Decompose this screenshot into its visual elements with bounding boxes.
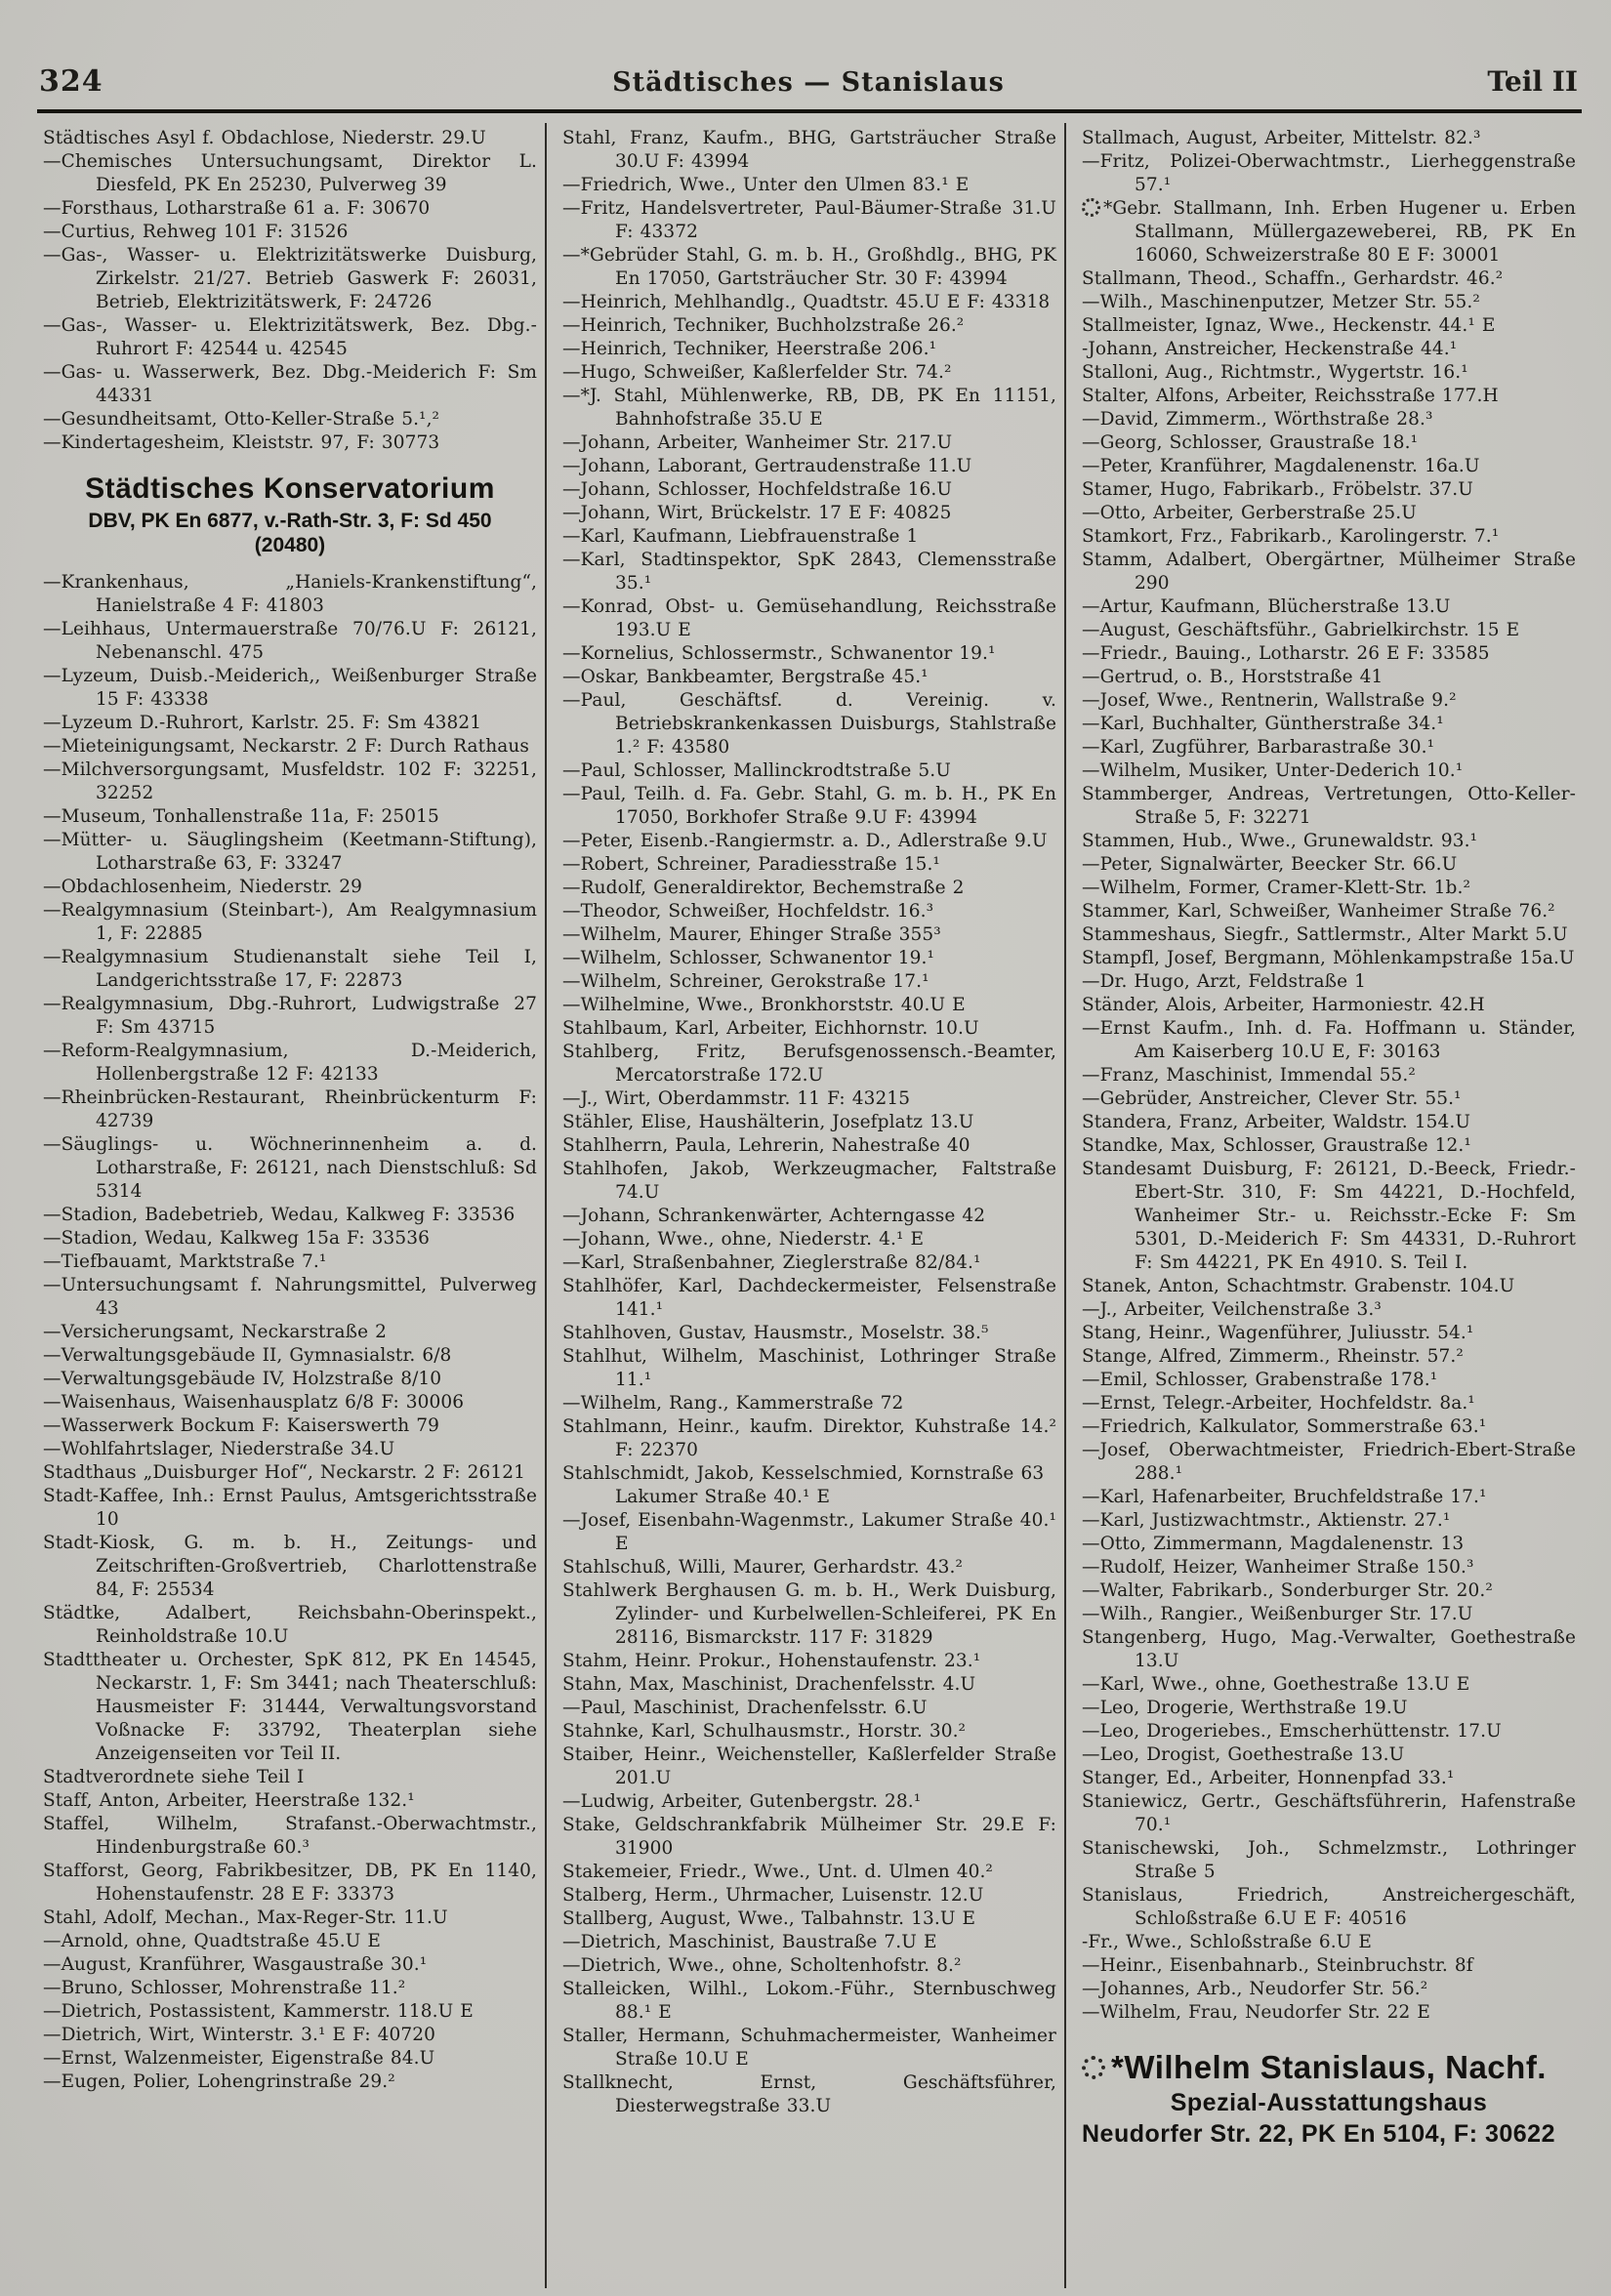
directory-entry: —Friedrich, Kalkulator, Sommerstraße 63.¹ bbox=[1082, 1416, 1487, 1437]
directory-entry: —Chemisches Untersuchungsamt, Direktor L. Diesfeld, PK En 25230, Pulverweg 39 bbox=[43, 151, 537, 195]
directory-entry: —J., Wirt, Oberdammstr. 11 F: 43215 bbox=[562, 1088, 911, 1109]
directory-entry: Stanger, Ed., Arbeiter, Honnenpfad 33.¹ bbox=[1082, 1768, 1455, 1788]
directory-entry: Stahl, Adolf, Mechan., Max-Reger-Str. 11.U bbox=[43, 1907, 448, 1928]
directory-entry: —Eugen, Polier, Lohengrinstraße 29.² bbox=[43, 2071, 395, 2092]
directory-entry: —Dietrich, Postassistent, Kammerstr. 118.U E bbox=[43, 2001, 474, 2022]
directory-entry: —Wilhelm, Schlosser, Schwanentor 19.¹ bbox=[562, 948, 935, 968]
directory-entry: —*Gebrüder Stahl, G. m. b. H., Großhdlg., BHG, PK En 17050, Gartsträucher Str. 30 F: 43994 bbox=[562, 245, 1056, 289]
directory-entry: Stadtverordnete siehe Teil I bbox=[43, 1767, 305, 1787]
directory-entry: —Reform-Realgymnasium, D.-Meiderich, Hollenbergstraße 12 F: 42133 bbox=[43, 1041, 537, 1085]
directory-entry: Standesamt Duisburg, F: 26121, D.-Beeck, Friedr.-Ebert-Str. 310, F: Sm 44221, D.-Hochfeld, Wanheimer Str.- u. Reichsstr.-Ecke F: Sm 5301, D.-Meiderich F: Sm 44331, D.-Ruhrort F: Sm 44221, PK En 4910. S. Teil I. bbox=[1082, 1159, 1576, 1273]
konservatorium-number: (20480) bbox=[254, 534, 326, 556]
directory-entry: —Kindertagesheim, Kleiststr. 97, F: 30773 bbox=[43, 432, 440, 453]
directory-entry: —Verwaltungsgebäude IV, Holzstraße 8/10 bbox=[43, 1369, 442, 1389]
directory-entry: —Hugo, Schweißer, Kaßlerfelder Str. 74.² bbox=[562, 362, 952, 383]
directory-entry: —Dietrich, Wirt, Winterstr. 3.¹ E F: 40720 bbox=[43, 2025, 435, 2045]
directory-entry: Stallberg, August, Wwe., Talbahnstr. 13.U E bbox=[562, 1908, 976, 1929]
ad-company-name: *Wilhelm Stanislaus, Nachf. bbox=[1082, 2048, 1576, 2087]
directory-entry: Standke, Max, Schlosser, Graustraße 12.¹ bbox=[1082, 1135, 1471, 1156]
directory-entry: Staller, Hermann, Schuhmachermeister, Wanheimer Straße 10.U E bbox=[562, 2026, 1056, 2070]
directory-entry: —Wilhelmine, Wwe., Bronkhorststr. 40.U E bbox=[562, 995, 966, 1015]
directory-entry: Stadttheater u. Orchester, SpK 812, PK En 14545, Neckarstr. 1, F: Sm 3441; nach Theaterschluß: Hausmeister F: 31444, Verwaltungsvorstand Voßnacke F: 33792, Theaterplan siehe Anzeigenseiten vor Teil II. bbox=[43, 1650, 537, 1764]
directory-entry: Stanischewski, Joh., Schmelzmstr., Lothringer Straße 5 bbox=[1082, 1838, 1576, 1882]
directory-entry: *Gebr. Stallmann, Inh. Erben Hugener u. Erben Stallmann, Müllergazeweberei, RB, PK En 16060, Schweizerstraße 80 E F: 30001 bbox=[1082, 197, 1576, 267]
directory-entry: Stampfl, Josef, Bergmann, Möhlenkampstraße 15a.U bbox=[1082, 948, 1575, 968]
directory-entry: Stangenberg, Hugo, Mag.-Verwalter, Goethestraße 13.U bbox=[1082, 1627, 1576, 1671]
directory-entry: —Dietrich, Wwe., ohne, Scholtenhofstr. 8.² bbox=[562, 1955, 962, 1976]
directory-entry: —Leo, Drogist, Goethestraße 13.U bbox=[1082, 1744, 1405, 1765]
directory-entry: —Ludwig, Arbeiter, Gutenbergstr. 28.¹ bbox=[562, 1791, 922, 1812]
directory-entry: —Lyzeum, Duisb.-Meiderich,, Weißenburger Straße 15 F: 43338 bbox=[43, 666, 537, 710]
directory-entry: —Wilhelm, Rang., Kammerstraße 72 bbox=[562, 1393, 904, 1414]
directory-entry: Lakumer Straße 40.¹ E bbox=[615, 1487, 831, 1507]
directory-entry: —Heinr., Eisenbahnarb., Steinbruchstr. 8f bbox=[1082, 1955, 1473, 1976]
directory-entry: —Verwaltungsgebäude II, Gymnasialstr. 6/8 bbox=[43, 1345, 452, 1366]
directory-columns bbox=[37, 123, 1584, 2288]
directory-entry: —Fritz, Polizei-Oberwachtmstr., Lierheggenstraße 57.¹ bbox=[1082, 151, 1576, 195]
directory-entry: —Wilh., Maschinenputzer, Metzer Str. 55.² bbox=[1082, 292, 1480, 312]
directory-entry: —Walter, Fabrikarb., Sonderburger Str. 20.² bbox=[1082, 1580, 1493, 1601]
directory-entry: —Obdachlosenheim, Niederstr. 29 bbox=[43, 877, 362, 897]
directory-entry: —Karl, Wwe., ohne, Goethestraße 13.U E bbox=[1082, 1674, 1470, 1695]
directory-entry: Stahlberg, Fritz, Berufsgenossensch.-Beamter, Mercatorstraße 172.U bbox=[562, 1042, 1056, 1086]
directory-entry: Stahlschmidt, Jakob, Kesselschmied, Kornstraße 63 bbox=[562, 1463, 1045, 1484]
directory-entry: —Realgymnasium, Dbg.-Ruhrort, Ludwigstraße 27 F: Sm 43715 bbox=[43, 994, 537, 1038]
part-label: Teil II bbox=[1487, 65, 1578, 98]
directory-entry: Stammen, Hub., Wwe., Grunewaldstr. 93.¹ bbox=[1082, 831, 1478, 851]
directory-entry: Stadt-Kaffee, Inh.: Ernst Paulus, Amtsgerichtsstraße 10 bbox=[43, 1486, 537, 1530]
directory-entry: -Fr., Wwe., Schloßstraße 6.U E bbox=[1082, 1932, 1372, 1952]
directory-entry: —Milchversorgungsamt, Musfeldstr. 102 F: 32251, 32252 bbox=[43, 759, 537, 803]
directory-entry: —Peter, Eisenb.-Rangiermstr. a. D., Adlerstraße 9.U bbox=[562, 831, 1048, 851]
directory-entry: —Wasserwerk Bockum F: Kaiserswerth 79 bbox=[43, 1415, 440, 1436]
directory-entry: —Paul, Schlosser, Mallinckrodtstraße 5.U bbox=[562, 760, 951, 781]
directory-entry: Stadt-Kiosk, G. m. b. H., Zeitungs- und Zeitschriften-Großvertrieb, Charlottenstraße 84, F: 25534 bbox=[43, 1533, 537, 1600]
directory-entry: —Wilhelm, Former, Cramer-Klett-Str. 1b.² bbox=[1082, 878, 1470, 898]
directory-entry: Stammer, Karl, Schweißer, Wanheimer Straße 76.² bbox=[1082, 901, 1555, 922]
directory-entry: —Mütter- u. Säuglingsheim (Keetmann-Stiftung), Lotharstraße 63, F: 33247 bbox=[43, 830, 537, 874]
directory-entry: Stamer, Hugo, Fabrikarb., Fröbelstr. 37.U bbox=[1082, 479, 1473, 500]
directory-column-1 bbox=[37, 123, 545, 2288]
ad-address: Neudorfer Str. 22, PK En 5104, F: 30622 bbox=[1082, 2120, 1555, 2148]
directory-entry: Stadthaus „Duisburger Hof“, Neckarstr. 2 F: 26121 bbox=[43, 1462, 525, 1483]
directory-entry: —Johann, Arbeiter, Wanheimer Str. 217.U bbox=[562, 432, 953, 453]
directory-entry: —Josef, Oberwachtmeister, Friedrich-Ebert-Straße 288.¹ bbox=[1082, 1440, 1576, 1484]
directory-entry: —*J. Stahl, Mühlenwerke, RB, DB, PK En 11151, Bahnhofstraße 35.U E bbox=[562, 386, 1056, 430]
laurel-wreath-icon bbox=[1082, 198, 1100, 217]
directory-entry: Stahlwerk Berghausen G. m. b. H., Werk Duisburg, Zylinder- und Kurbelwellen-Schleiferei, PK En 28116, Bismarckstr. 117 F: 31829 bbox=[562, 1580, 1056, 1648]
directory-entry: Stallmann, Theod., Schaffn., Gerhardstr. 46.² bbox=[1082, 268, 1504, 289]
directory-entry: —Dr. Hugo, Arzt, Feldstraße 1 bbox=[1082, 971, 1367, 992]
directory-entry: —Franz, Maschinist, Immendal 55.² bbox=[1082, 1065, 1416, 1086]
directory-entry: —Rheinbrücken-Restaurant, Rheinbrückenturm F: 42739 bbox=[43, 1087, 537, 1131]
directory-entry: —August, Geschäftsführ., Gabrielkirchstr. 15 E bbox=[1082, 620, 1520, 640]
directory-entry: Stahlherrn, Paula, Lehrerin, Nahestraße 40 bbox=[562, 1135, 971, 1156]
directory-entry: Stahlmann, Heinr., kaufm. Direktor, Kuhstraße 14.² F: 22370 bbox=[562, 1416, 1056, 1460]
directory-entry: —Karl, Hafenarbeiter, Bruchfeldstraße 17.¹ bbox=[1082, 1487, 1487, 1507]
directory-entry: Stake, Geldschrankfabrik Mülheimer Str. 29.E F: 31900 bbox=[562, 1815, 1056, 1859]
directory-entry: —Säuglings- u. Wöchnerinnenheim a. d. Lotharstraße, F: 26121, nach Dienstschluß: Sd 5314 bbox=[43, 1134, 537, 1202]
directory-entry: —Friedr., Bauing., Lotharstr. 26 E F: 33585 bbox=[1082, 643, 1490, 664]
directory-entry: —Museum, Tonhallenstraße 11a, F: 25015 bbox=[43, 806, 439, 827]
directory-entry: —Krankenhaus, „Haniels-Krankenstiftung“, Hanielstraße 4 F: 41803 bbox=[43, 572, 537, 616]
directory-entry: Stammeshaus, Siegfr., Sattlermstr., Alter Markt 5.U bbox=[1082, 924, 1568, 945]
directory-entry: —J., Arbeiter, Veilchenstraße 3.³ bbox=[1082, 1299, 1382, 1320]
directory-entry: Stahlhoven, Gustav, Hausmstr., Moselstr. 38.⁵ bbox=[562, 1323, 989, 1343]
directory-entry: —Leo, Drogerie, Werthstraße 19.U bbox=[1082, 1698, 1408, 1718]
directory-entry: —Waisenhaus, Waisenhausplatz 6/8 F: 30006 bbox=[43, 1392, 465, 1413]
directory-entry: —Johann, Wwe., ohne, Niederstr. 4.¹ E bbox=[562, 1229, 925, 1250]
laurel-wreath-icon bbox=[1082, 2056, 1105, 2079]
directory-entry: Stahn, Max, Maschinist, Drachenfelsstr. 4.U bbox=[562, 1674, 976, 1695]
directory-entry: —Gesundheitsamt, Otto-Keller-Straße 5.¹,² bbox=[43, 409, 440, 430]
directory-entry: Stahnke, Karl, Schulhausmstr., Horstr. 30.² bbox=[562, 1721, 967, 1742]
directory-entry: —Robert, Schreiner, Paradiesstraße 15.¹ bbox=[562, 854, 940, 875]
directory-entry: —Otto, Zimmermann, Magdalenenstr. 13 bbox=[1082, 1534, 1465, 1554]
directory-entry: —Stadion, Badebetrieb, Wedau, Kalkweg F: 33536 bbox=[43, 1205, 516, 1225]
directory-entry: —Heinrich, Techniker, Buchholzstraße 26.² bbox=[562, 315, 965, 336]
directory-entry: —Wilhelm, Musiker, Unter-Dederich 10.¹ bbox=[1082, 760, 1464, 781]
directory-entry: Ständer, Alois, Arbeiter, Harmoniestr. 42.H bbox=[1082, 995, 1485, 1015]
directory-entry: —Georg, Schlosser, Graustraße 18.¹ bbox=[1082, 432, 1419, 453]
directory-entry: —Stadion, Wedau, Kalkweg 15a F: 33536 bbox=[43, 1228, 430, 1249]
directory-entry: Stallmach, August, Arbeiter, Mittelstr. 82.³ bbox=[1082, 128, 1481, 148]
directory-column-2 bbox=[545, 123, 1064, 2288]
directory-entry: —Karl, Straßenbahner, Zieglerstraße 82/84.¹ bbox=[562, 1252, 981, 1273]
directory-entry: —Versicherungsamt, Neckarstraße 2 bbox=[43, 1322, 388, 1342]
directory-entry: Stanek, Anton, Schachtmstr. Grabenstr. 104.U bbox=[1082, 1276, 1515, 1296]
directory-entry: Stahlhofen, Jakob, Werkzeugmacher, Faltstraße 74.U bbox=[562, 1159, 1056, 1203]
directory-entry: Stalberg, Herm., Uhrmacher, Luisenstr. 12.U bbox=[562, 1885, 984, 1906]
directory-entry: Stahm, Heinr. Prokur., Hohenstaufenstr. 23.¹ bbox=[562, 1651, 981, 1671]
directory-entry: —Kornelius, Schlossermstr., Schwanentor 19.¹ bbox=[562, 643, 996, 664]
directory-entry: —Leo, Drogeriebes., Emscherhüttenstr. 17.U bbox=[1082, 1721, 1502, 1742]
directory-entry: —Artur, Kaufmann, Blücherstraße 13.U bbox=[1082, 596, 1451, 617]
directory-entry: —Gas-, Wasser- u. Elektrizitätswerk, Bez. Dbg.-Ruhrort F: 42544 u. 42545 bbox=[43, 315, 537, 359]
directory-entry: —Josef, Wwe., Rentnerin, Wallstraße 9.² bbox=[1082, 690, 1457, 711]
directory-entry: —Gertrud, o. B., Horststraße 41 bbox=[1082, 667, 1384, 687]
directory-entry: —Peter, Kranführer, Magdalenenstr. 16a.U bbox=[1082, 456, 1480, 476]
konservatorium-address: DBV, PK En 6877, v.-Rath-Str. 3, F: Sd 450 bbox=[88, 510, 492, 532]
directory-entry: Stallknecht, Ernst, Geschäftsführer, Diesterwegstraße 33.U bbox=[562, 2072, 1056, 2116]
directory-entry: Stahlhöfer, Karl, Dachdeckermeister, Felsenstraße 141.¹ bbox=[562, 1276, 1056, 1320]
directory-entry: —Gas-, Wasser- u. Elektrizitätswerke Duisburg, Zirkelstr. 21/27. Betrieb Gaswerk F: 26031, Betrieb, Elektrizitätswerk, F: 24726 bbox=[43, 245, 537, 312]
directory-entry: —Ernst Kaufm., Inh. d. Fa. Hoffmann u. Ständer, Am Kaiserberg 10.U E, F: 30163 bbox=[1082, 1018, 1576, 1062]
directory-entry: —Peter, Signalwärter, Beecker Str. 66.U bbox=[1082, 854, 1458, 875]
directory-entry: —Heinrich, Mehlhandlg., Quadtstr. 45.U E F: 43318 bbox=[562, 292, 1051, 312]
directory-entry: —Johann, Laborant, Gertraudenstraße 11.U bbox=[562, 456, 972, 476]
directory-entry: —Friedrich, Wwe., Unter den Ulmen 83.¹ E bbox=[562, 175, 970, 195]
directory-entry: Staffel, Wilhelm, Strafanst.-Oberwachtmstr., Hindenburgstraße 60.³ bbox=[43, 1814, 537, 1858]
directory-entry: Staiber, Heinr., Weichensteller, Kaßlerfelder Straße 201.U bbox=[562, 1744, 1056, 1788]
directory-entry: —Dietrich, Maschinist, Baustraße 7.U E bbox=[562, 1932, 937, 1952]
directory-entry: —Karl, Zugführer, Barbarastraße 30.¹ bbox=[1082, 737, 1435, 758]
directory-entry: —Johann, Schlosser, Hochfeldstraße 16.U bbox=[562, 479, 953, 500]
directory-entry: —Paul, Teilh. d. Fa. Gebr. Stahl, G. m. b. H., PK En 17050, Borkhofer Straße 9.U F: 43994 bbox=[562, 784, 1056, 828]
directory-entry: Stalleicken, Wilhl., Lokom.-Führ., Sternbuschweg 88.¹ E bbox=[562, 1979, 1056, 2023]
directory-entry: Stahl, Franz, Kaufm., BHG, Gartsträucher Straße 30.U F: 43994 bbox=[562, 128, 1056, 172]
directory-entry: —Tiefbauamt, Marktstraße 7.¹ bbox=[43, 1251, 327, 1272]
directory-entry: —Wohlfahrtslager, Niederstraße 34.U bbox=[43, 1439, 395, 1459]
page-number: 324 bbox=[39, 64, 103, 99]
directory-entry: —Fritz, Handelsvertreter, Paul-Bäumer-Straße 31.U F: 43372 bbox=[562, 198, 1056, 242]
directory-entry: —Realgymnasium (Steinbart-), Am Realgymnasium 1, F: 22885 bbox=[43, 900, 537, 944]
directory-entry: —Konrad, Obst- u. Gemüsehandlung, Reichsstraße 193.U E bbox=[562, 596, 1056, 640]
directory-entry: —Wilhelm, Frau, Neudorfer Str. 22 E bbox=[1082, 2002, 1430, 2023]
directory-entry: Stamm, Adalbert, Obergärtner, Mülheimer Straße 290 bbox=[1082, 550, 1576, 594]
directory-entry: Stamkort, Frz., Fabrikarb., Karolingerstr. 7.¹ bbox=[1082, 526, 1500, 547]
directory-entry: —Bruno, Schlosser, Mohrenstraße 11.² bbox=[43, 1978, 406, 1998]
directory-entry: Stähler, Elise, Haushälterin, Josefplatz 13.U bbox=[562, 1112, 974, 1132]
page-header bbox=[39, 64, 1578, 103]
directory-entry: —Johannes, Arb., Neudorfer Str. 56.² bbox=[1082, 1979, 1428, 1999]
directory-entry: —Otto, Arbeiter, Gerberstraße 25.U bbox=[1082, 503, 1417, 523]
directory-entry: —David, Zimmerm., Wörthstraße 28.³ bbox=[1082, 409, 1433, 430]
directory-entry: —Untersuchungsamt f. Nahrungsmittel, Pulverweg 43 bbox=[43, 1275, 537, 1319]
directory-entry: —Wilhelm, Maurer, Ehinger Straße 355³ bbox=[562, 924, 941, 945]
directory-entry: —Josef, Eisenbahn-Wagenmstr., Lakumer Straße 40.¹ E bbox=[562, 1510, 1056, 1554]
directory-entry: —Forsthaus, Lotharstraße 61 a. F: 30670 bbox=[43, 198, 431, 219]
directory-entry: —Mieteinigungsamt, Neckarstr. 2 F: Durch Rathaus bbox=[43, 736, 529, 757]
directory-entry: —Realgymnasium Studienanstalt siehe Teil I, Landgerichtsstraße 17, F: 22873 bbox=[43, 947, 537, 991]
directory-entry: —Leihhaus, Untermauerstraße 70/76.U F: 26121, Nebenanschl. 475 bbox=[43, 619, 537, 663]
directory-entry: Stanislaus, Friedrich, Anstreichergeschäft, Schloßstraße 6.U E F: 40516 bbox=[1082, 1885, 1576, 1929]
directory-entry: Stallmeister, Ignaz, Wwe., Heckenstr. 44.¹ E bbox=[1082, 315, 1496, 336]
directory-entry: Staff, Anton, Arbeiter, Heerstraße 132.¹ bbox=[43, 1790, 415, 1811]
directory-entry: Stange, Alfred, Zimmerm., Rheinstr. 57.² bbox=[1082, 1346, 1464, 1367]
directory-entry: —Gebrüder, Anstreicher, Clever Str. 55.¹ bbox=[1082, 1088, 1462, 1109]
directory-entry: Stalloni, Aug., Richtmstr., Wygertstr. 16.¹ bbox=[1082, 362, 1468, 383]
directory-entry: —Johann, Schrankenwärter, Achterngasse 42 bbox=[562, 1206, 986, 1226]
directory-entry: Standera, Franz, Arbeiter, Waldstr. 154.U bbox=[1082, 1112, 1471, 1132]
directory-entry: —Paul, Geschäftsf. d. Vereinig. v. Betriebskrankenkassen Duisburgs, Stahlstraße 1.² F: 43580 bbox=[562, 690, 1056, 758]
konservatorium-title: Städtisches Konservatorium bbox=[85, 472, 495, 505]
directory-entry: —Arnold, ohne, Quadtstraße 45.U E bbox=[43, 1931, 382, 1951]
directory-entry: Stafforst, Georg, Fabrikbesitzer, DB, PK En 1140, Hohenstaufenstr. 28 E F: 33373 bbox=[43, 1861, 537, 1905]
page-title: Städtisches — Stanislaus bbox=[612, 67, 1005, 98]
header-rule bbox=[37, 109, 1582, 113]
stanislaus-advertisement bbox=[1082, 2048, 1576, 2150]
directory-entry: —Emil, Schlosser, Grabenstraße 178.¹ bbox=[1082, 1370, 1438, 1390]
directory-entry: —Curtius, Rehweg 101 F: 31526 bbox=[43, 222, 349, 242]
directory-entry: —Lyzeum D.-Ruhrort, Karlstr. 25. F: Sm 43821 bbox=[43, 713, 482, 733]
directory-entry: —Johann, Wirt, Brückelstr. 17 E F: 40825 bbox=[562, 503, 952, 523]
directory-entry: Stammberger, Andreas, Vertretungen, Otto-Keller-Straße 5, F: 32271 bbox=[1082, 784, 1576, 828]
directory-entry: Staniewicz, Gertr., Geschäftsführerin, Hafenstraße 70.¹ bbox=[1082, 1791, 1576, 1835]
directory-entry: Städtke, Adalbert, Reichsbahn-Oberinspekt., Reinholdstraße 10.U bbox=[43, 1603, 537, 1647]
directory-column-3 bbox=[1064, 123, 1584, 2288]
directory-entry: Stahlschuß, Willi, Maurer, Gerhardstr. 43.² bbox=[562, 1557, 963, 1578]
directory-entry: Stang, Heinr., Wagenführer, Juliusstr. 54.¹ bbox=[1082, 1323, 1474, 1343]
directory-entry: —Karl, Stadtinspektor, SpK 2843, Clemensstraße 35.¹ bbox=[562, 550, 1056, 594]
directory-entry: —Wilh., Rangier., Weißenburger Str. 17.U bbox=[1082, 1604, 1473, 1624]
directory-entry: Stakemeier, Friedr., Wwe., Unt. d. Ulmen 40.² bbox=[562, 1862, 993, 1882]
directory-entry: —Karl, Buchhalter, Güntherstraße 34.¹ bbox=[1082, 714, 1444, 734]
directory-entry: —August, Kranführer, Wasgaustraße 30.¹ bbox=[43, 1954, 428, 1975]
directory-entry: —Oskar, Bankbeamter, Bergstraße 45.¹ bbox=[562, 667, 929, 687]
directory-entry: -Johann, Anstreicher, Heckenstraße 44.¹ bbox=[1082, 339, 1458, 359]
directory-entry: Stalter, Alfons, Arbeiter, Reichsstraße 177.H bbox=[1082, 386, 1499, 406]
directory-entry: Stahlhut, Wilhelm, Maschinist, Lothringer Straße 11.¹ bbox=[562, 1346, 1056, 1390]
directory-entry: —Theodor, Schweißer, Hochfeldstr. 16.³ bbox=[562, 901, 934, 922]
directory-entry: —Wilhelm, Schreiner, Gerokstraße 17.¹ bbox=[562, 971, 929, 992]
directory-entry: —Rudolf, Generaldirektor, Bechemstraße 2 bbox=[562, 878, 965, 898]
directory-entry: —Heinrich, Techniker, Heerstraße 206.¹ bbox=[562, 339, 937, 359]
directory-entry: —Karl, Kaufmann, Liebfrauenstraße 1 bbox=[562, 526, 919, 547]
directory-entry: Stahlbaum, Karl, Arbeiter, Eichhornstr. 10.U bbox=[562, 1018, 979, 1039]
directory-entry: —Karl, Justizwachtmstr., Aktienstr. 27.¹ bbox=[1082, 1510, 1451, 1531]
konservatorium-heading bbox=[43, 472, 537, 557]
directory-entry: —Ernst, Walzenmeister, Eigenstraße 84.U bbox=[43, 2048, 435, 2069]
directory-entry: —Gas- u. Wasserwerk, Bez. Dbg.-Meiderich F: Sm 44331 bbox=[43, 362, 537, 406]
ad-subtitle: Spezial-Ausstattungshaus bbox=[1170, 2089, 1488, 2116]
directory-entry: —Ernst, Telegr.-Arbeiter, Hochfeldstr. 8a.¹ bbox=[1082, 1393, 1475, 1414]
directory-entry: —Paul, Maschinist, Drachenfelsstr. 6.U bbox=[562, 1698, 928, 1718]
directory-entry: —Rudolf, Heizer, Wanheimer Straße 150.³ bbox=[1082, 1557, 1474, 1578]
directory-entry: Städtisches Asyl f. Obdachlose, Niederstr. 29.U bbox=[43, 128, 486, 148]
